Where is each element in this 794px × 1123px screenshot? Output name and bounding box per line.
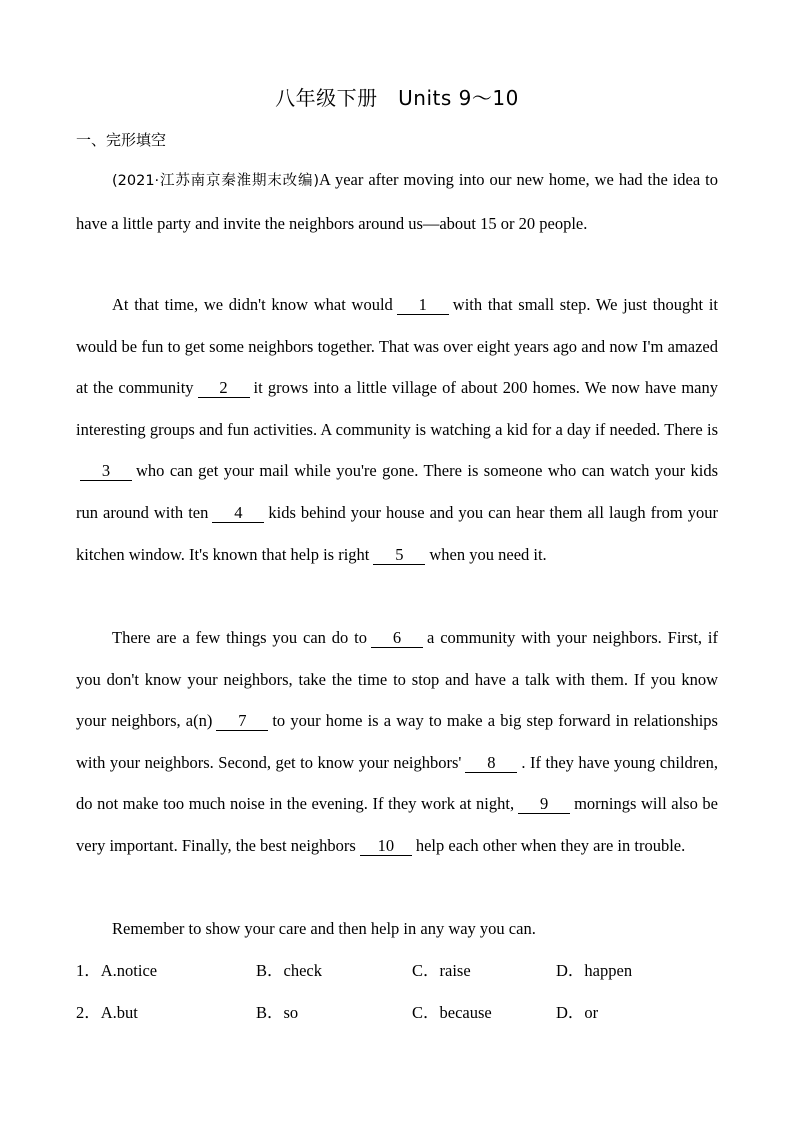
paragraph-2	[76, 284, 718, 575]
option-b[interactable]: B．so	[256, 1002, 299, 1022]
question-2-options	[76, 992, 736, 1034]
option-d[interactable]: D．happen	[556, 961, 633, 980]
text-segment: to your home is a way to make a big step forward in relationships with your neighbors. Second, get to know your neighbors'	[76, 711, 718, 772]
text-segment: There are a few things you can do to	[112, 628, 367, 647]
blank-4[interactable]: 4	[212, 504, 264, 523]
option-b[interactable]: B．check	[256, 961, 322, 980]
page-title: 八年级下册 Units 9～10	[275, 86, 519, 110]
question-1-options	[76, 950, 736, 992]
text-segment: help each other when they are in trouble.	[415, 835, 686, 855]
paragraph-3	[76, 617, 718, 867]
option-d[interactable]: D．or	[556, 1002, 599, 1022]
options-list	[76, 950, 736, 1033]
blank-9[interactable]: 9	[518, 795, 570, 814]
blank-7[interactable]: 7	[216, 712, 268, 731]
text-segment: a community with your neighbors. First, if you don't know your neighbors, take the time to stop and have a talk with them. If you know your neighbors, a(n)	[76, 628, 718, 731]
text-segment: mornings will also be very important. Finally, the best neighbors	[76, 794, 719, 855]
text-segment: At that time, we didn't know what would	[112, 295, 393, 314]
blank-5[interactable]: 5	[373, 546, 425, 565]
blank-8[interactable]: 8	[465, 754, 517, 773]
option-c[interactable]: C．because	[412, 1002, 492, 1022]
blank-6[interactable]: 6	[371, 629, 423, 648]
blank-2[interactable]: 2	[198, 379, 250, 398]
text-segment: when you need it.	[429, 544, 547, 564]
text-segment: Remember to show your care and then help in any way you can.	[112, 919, 536, 938]
option-a[interactable]: 1．A.notice	[76, 961, 158, 980]
blank-3[interactable]: 3	[80, 462, 132, 481]
text-segment: kids behind your house and you can hear them all laugh from your kitchen window. It's known that help is right	[76, 502, 718, 564]
text-segment: . If they have young children, do not make too much noise in the evening. If they work at night,	[76, 752, 718, 814]
section-heading: 一、完形填空	[76, 131, 167, 149]
option-a[interactable]: 2．A.but	[76, 1002, 138, 1022]
blank-10[interactable]: 10	[360, 837, 412, 856]
text-segment: A year after moving into our new home, we had the idea to have a little party and invite the neighbors around us—about 15 or 20 people.	[76, 170, 719, 233]
text-segment: it grows into a little village of about 200 homes. We now have many interesting groups and fun activities. A community is watching a kid for a day if needed. There is	[76, 378, 718, 439]
blank-1[interactable]: 1	[397, 296, 449, 315]
source-note: (2021·江苏南京秦淮期末改编)	[112, 173, 319, 189]
paragraph-4	[76, 908, 718, 950]
paragraph-1	[76, 159, 718, 244]
text-segment: who can get your mail while you're gone. There is someone who can watch your kids run around with ten	[76, 461, 718, 522]
option-c[interactable]: C．raise	[412, 961, 471, 980]
text-segment: with that small step. We just thought it would be fun to get some neighbors together. That was over eight years ago and now I'm amazed at the community	[76, 295, 718, 398]
